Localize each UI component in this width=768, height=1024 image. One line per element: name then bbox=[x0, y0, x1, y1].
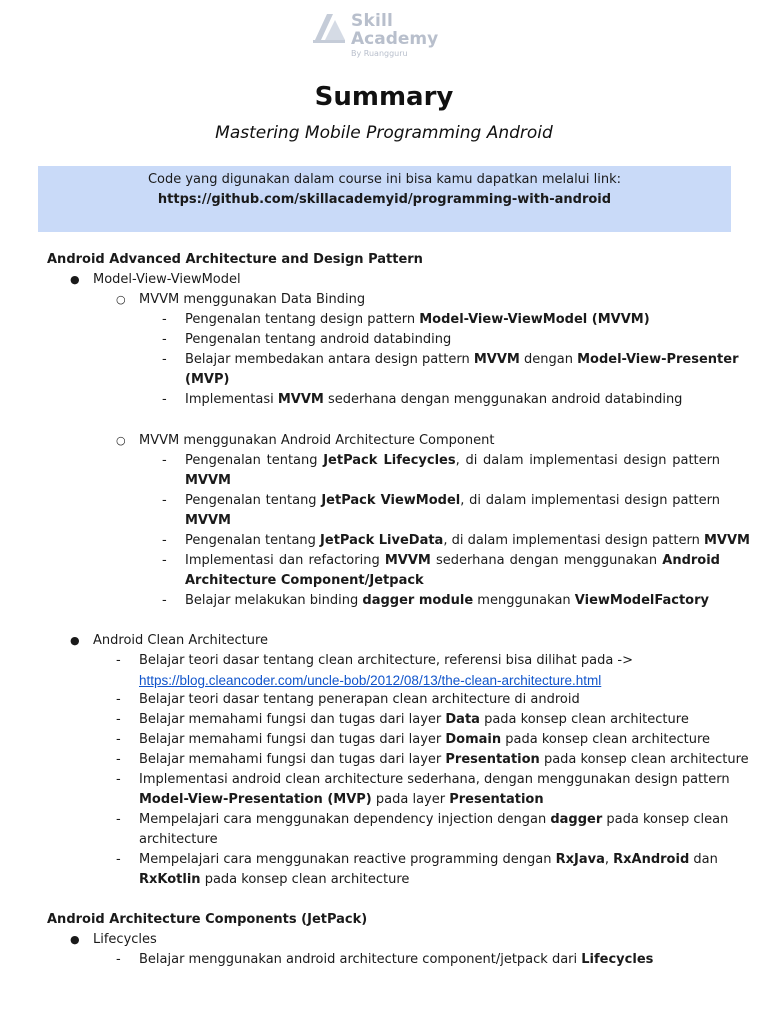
bullet-circle: ○ bbox=[116, 293, 126, 306]
item-text: Pengenalan tentang bbox=[185, 533, 321, 548]
item-bold: Lifecycles bbox=[581, 952, 654, 967]
list-item-cont bbox=[185, 511, 231, 531]
list-item bbox=[139, 750, 749, 770]
bullet-circle: ○ bbox=[116, 434, 126, 447]
github-link[interactable]: https://github.com/skillacademyid/programming-with-android bbox=[157, 192, 612, 207]
item-bold: MVVM bbox=[473, 352, 520, 367]
list-item bbox=[139, 950, 653, 970]
item-bold: Model-View-ViewModel (MVVM) bbox=[419, 312, 650, 327]
dash: - bbox=[116, 692, 121, 707]
item-bold: JetPack Lifecycles bbox=[323, 453, 456, 468]
list-item: Belajar teori dasar tentang clean architecture, referensi bisa dilihat pada -> bbox=[139, 653, 634, 668]
item-text: Mempelajari cara menggunakan reactive programming dengan bbox=[139, 852, 556, 867]
item-bold: Android bbox=[662, 553, 720, 568]
skill-academy-logo bbox=[311, 10, 438, 62]
item-text: Implementasi bbox=[185, 392, 278, 407]
list-item-cont: architecture bbox=[139, 832, 218, 847]
item-bold: Architecture Component/Jetpack bbox=[185, 573, 424, 588]
list-item bbox=[185, 390, 682, 410]
logo-text-by: By Ruangguru bbox=[351, 49, 408, 58]
bullet-dot: ● bbox=[70, 634, 80, 647]
list-item bbox=[185, 591, 709, 611]
dash: - bbox=[116, 852, 121, 867]
sub-bullet-architecture-component: MVVM menggunakan Android Architecture Component bbox=[139, 433, 495, 448]
item-text: pada konsep clean architecture bbox=[479, 712, 689, 727]
item-text: Pengenalan bbox=[185, 493, 261, 508]
item-text: tentang bbox=[266, 453, 318, 468]
bullet-mvvm: Model-View-ViewModel bbox=[93, 272, 241, 287]
item-text: Pengenalan bbox=[185, 453, 261, 468]
item-text: Belajar memahami fungsi dan tugas dari layer bbox=[139, 732, 446, 747]
code-link-banner bbox=[38, 166, 731, 232]
list-item bbox=[185, 350, 739, 370]
list-item bbox=[139, 710, 689, 730]
item-bold: MVVM bbox=[185, 513, 231, 528]
list-item-cont bbox=[139, 870, 409, 890]
list-item-cont bbox=[185, 471, 231, 491]
dash: - bbox=[162, 593, 167, 608]
item-bold: ViewModelFactory bbox=[574, 593, 709, 608]
item-bold: Presentation bbox=[449, 792, 544, 807]
item-text: pada konsep clean architecture bbox=[539, 752, 749, 767]
item-text: sederhana dengan menggunakan bbox=[430, 553, 663, 568]
item-text: , bbox=[604, 852, 614, 867]
item-bold: JetPack LiveData bbox=[320, 533, 444, 548]
item-text: , di dalam implementasi design pattern bbox=[460, 493, 720, 508]
item-text: , di dalam implementasi design pattern bbox=[443, 533, 704, 548]
bullet-dot: ● bbox=[70, 273, 80, 286]
item-bold: MVVM bbox=[277, 392, 324, 407]
list-item bbox=[139, 850, 718, 870]
item-bold: dagger module bbox=[362, 593, 474, 608]
list-item bbox=[139, 730, 710, 750]
item-bold: JetPack ViewModel bbox=[321, 493, 461, 508]
dash: - bbox=[116, 653, 121, 668]
list-item: Implementasi android clean architecture sederhana, dengan menggunakan design pattern bbox=[139, 772, 730, 787]
item-text: Belajar melakukan binding bbox=[185, 593, 363, 608]
logo-text-academy: Academy bbox=[351, 29, 439, 49]
dash: - bbox=[116, 752, 121, 767]
list-item bbox=[185, 310, 650, 330]
dash: - bbox=[116, 732, 121, 747]
list-item-cont bbox=[185, 370, 229, 390]
item-bold: dagger bbox=[550, 812, 603, 827]
item-bold: (MVP) bbox=[185, 372, 230, 387]
item-text: pada konsep clean architecture bbox=[200, 872, 410, 887]
dash: - bbox=[162, 453, 167, 468]
item-bold: MVVM bbox=[384, 553, 431, 568]
logo-text-skill: Skill bbox=[351, 11, 394, 31]
item-text: , di dalam implementasi design pattern bbox=[455, 453, 720, 468]
item-bold: Domain bbox=[445, 732, 502, 747]
list-item bbox=[185, 531, 750, 551]
list-item-cont bbox=[185, 571, 424, 591]
dash: - bbox=[162, 332, 167, 347]
item-text: pada layer bbox=[371, 792, 450, 807]
list-item bbox=[185, 491, 720, 511]
item-text: Belajar memahami fungsi dan tugas dari layer bbox=[139, 712, 446, 727]
dash: - bbox=[116, 772, 121, 787]
item-bold: RxJava bbox=[555, 852, 605, 867]
item-text: dengan bbox=[519, 352, 578, 367]
logo-mark-icon bbox=[311, 10, 347, 44]
dash: - bbox=[116, 712, 121, 727]
dash: - bbox=[162, 392, 167, 407]
item-bold: Model-View-Presenter bbox=[577, 352, 739, 367]
list-item-cont bbox=[139, 790, 544, 810]
bullet-dot: ● bbox=[70, 933, 80, 946]
item-text: pada konsep clean architecture bbox=[501, 732, 711, 747]
item-text: Belajar menggunakan android architecture component/jetpack dari bbox=[139, 952, 582, 967]
dash: - bbox=[162, 493, 167, 508]
bullet-lifecycles: Lifecycles bbox=[93, 932, 157, 947]
dash: - bbox=[162, 312, 167, 327]
list-item bbox=[185, 551, 720, 571]
item-text: Mempelajari cara menggunakan dependency injection dengan bbox=[139, 812, 551, 827]
dash: - bbox=[162, 352, 167, 367]
item-text: sederhana dengan menggunakan android databinding bbox=[323, 392, 683, 407]
sub-bullet-databinding: MVVM menggunakan Data Binding bbox=[139, 292, 366, 307]
item-text: tentang bbox=[265, 493, 317, 508]
item-bold: Presentation bbox=[445, 752, 540, 767]
dash: - bbox=[162, 553, 167, 568]
item-text: dan bbox=[689, 852, 718, 867]
page-title: Summary bbox=[314, 82, 454, 112]
item-bold: MVVM bbox=[703, 533, 750, 548]
item-bold: Data bbox=[445, 712, 480, 727]
item-bold: Model-View-Presentation (MVP) bbox=[139, 792, 372, 807]
bullet-clean-architecture: Android Clean Architecture bbox=[93, 633, 269, 648]
item-bold: RxAndroid bbox=[613, 852, 690, 867]
dash: - bbox=[116, 812, 121, 827]
list-item bbox=[185, 451, 720, 471]
item-text: pada konsep clean bbox=[602, 812, 729, 827]
item-text: Belajar memahami fungsi dan tugas dari layer bbox=[139, 752, 446, 767]
section-heading-advanced-architecture: Android Advanced Architecture and Design Pattern bbox=[47, 252, 423, 267]
clean-architecture-link[interactable]: https://blog.cleancoder.com/uncle-bob/2012/08/13/the-clean-architecture.html bbox=[139, 673, 602, 688]
list-item: Pengenalan tentang android databinding bbox=[185, 332, 452, 347]
item-bold: RxKotlin bbox=[139, 872, 201, 887]
item-text: Belajar membedakan antara design pattern bbox=[185, 352, 474, 367]
item-text: menggunakan bbox=[473, 593, 575, 608]
item-text: Pengenalan tentang design pattern bbox=[185, 312, 420, 327]
item-bold: MVVM bbox=[185, 473, 231, 488]
dash: - bbox=[162, 533, 167, 548]
item-text: Implementasi dan refactoring bbox=[185, 553, 385, 568]
section-heading-jetpack: Android Architecture Components (JetPack) bbox=[47, 912, 368, 927]
list-item: Belajar teori dasar tentang penerapan clean architecture di android bbox=[139, 692, 580, 707]
banner-text: Code yang digunakan dalam course ini bisa kamu dapatkan melalui link: bbox=[147, 172, 622, 187]
dash: - bbox=[116, 952, 121, 967]
list-item bbox=[139, 810, 728, 830]
page-subtitle: Mastering Mobile Programming Android bbox=[215, 123, 553, 143]
